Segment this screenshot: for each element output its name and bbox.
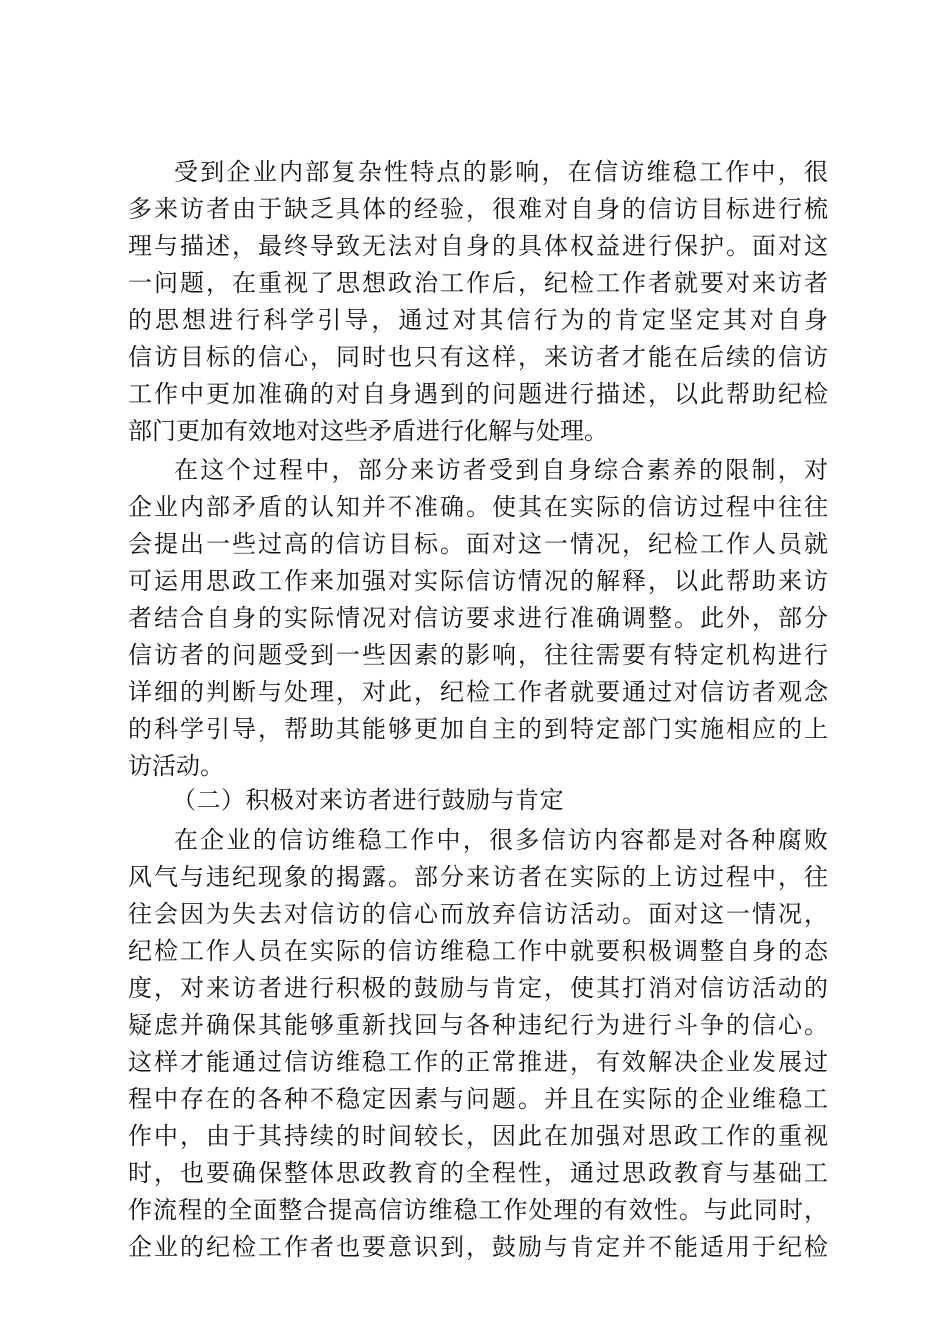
paragraph-3-line: 程中存在的各种不稳定因素与问题。并且在实际的企业维稳工 bbox=[128, 1085, 828, 1113]
paragraph-1-line: 工作中更加准确的对自身遇到的问题进行描述，以此帮助纪检 bbox=[128, 380, 828, 408]
paragraph-1-line: 理与描述，最终导致无法对自身的具体权益进行保护。面对这 bbox=[128, 232, 828, 260]
paragraph-3-line: 这样才能通过信访维稳工作的正常推进，有效解决企业发展过 bbox=[128, 1048, 828, 1076]
paragraph-1-line: 信访目标的信心，同时也只有这样，来访者才能在后续的信访 bbox=[128, 343, 828, 371]
paragraph-3-line: 时，也要确保整体思政教育的全程性，通过思政教育与基础工 bbox=[128, 1159, 828, 1187]
paragraph-2-line: 详细的判断与处理，对此，纪检工作者就要通过对信访者观念 bbox=[128, 678, 828, 706]
paragraph-3-line: 疑虑并确保其能够重新找回与各种违纪行为进行斗争的信心。 bbox=[128, 1011, 828, 1039]
paragraph-3-line: 往会因为失去对信访的信心而放弃信访活动。面对这一情况， bbox=[128, 900, 828, 928]
paragraph-1-line: 受到企业内部复杂性特点的影响，在信访维稳工作中，很 bbox=[174, 158, 828, 186]
paragraph-2-line: 会提出一些过高的信访目标。面对这一情况，纪检工作人员就 bbox=[128, 530, 828, 558]
paragraph-2-line: 企业内部矛盾的认知并不准确。使其在实际的信访过程中往往 bbox=[128, 493, 828, 521]
paragraph-2-line: 可运用思政工作来加强对实际信访情况的解释，以此帮助来访 bbox=[128, 567, 828, 595]
paragraph-2-line: 信访者的问题受到一些因素的影响，往往需要有特定机构进行 bbox=[128, 641, 828, 669]
paragraph-2-line: 在这个过程中，部分来访者受到自身综合素养的限制，对 bbox=[174, 456, 828, 484]
paragraph-1-line: 多来访者由于缺乏具体的经验，很难对自身的信访目标进行梳 bbox=[128, 195, 828, 223]
paragraph-1-line: 部门更加有效地对这些矛盾进行化解与处理。 bbox=[128, 417, 608, 445]
paragraph-3-line: 度，对来访者进行积极的鼓励与肯定，使其打消对信访活动的 bbox=[128, 974, 828, 1002]
paragraph-3-line: 企业的纪检工作者也要意识到，鼓励与肯定并不能适用于纪检 bbox=[128, 1233, 828, 1261]
paragraph-2-line: 访活动。 bbox=[128, 752, 224, 780]
paragraph-3-line: 作中，由于其持续的时间较长，因此在加强对思政工作的重视 bbox=[128, 1122, 828, 1150]
section-heading: （二）积极对来访者进行鼓励与肯定 bbox=[172, 786, 564, 814]
paragraph-2-line: 的科学引导，帮助其能够更加自主的到特定部门实施相应的上 bbox=[128, 715, 828, 743]
paragraph-2-line: 者结合自身的实际情况对信访要求进行准确调整。此外，部分 bbox=[128, 604, 828, 632]
paragraph-1-line: 一问题，在重视了思想政治工作后，纪检工作者就要对来访者 bbox=[128, 269, 828, 297]
paragraph-3-line: 在企业的信访维稳工作中，很多信访内容都是对各种腐败 bbox=[174, 826, 828, 854]
paragraph-3-line: 作流程的全面整合提高信访维稳工作处理的有效性。与此同时， bbox=[128, 1196, 828, 1224]
paragraph-1-line: 的思想进行科学引导，通过对其信行为的肯定坚定其对自身 bbox=[128, 306, 828, 334]
paragraph-3-line: 风气与违纪现象的揭露。部分来访者在实际的上访过程中，往 bbox=[128, 863, 828, 891]
paragraph-3-line: 纪检工作人员在实际的信访维稳工作中就要积极调整自身的态 bbox=[128, 937, 828, 965]
